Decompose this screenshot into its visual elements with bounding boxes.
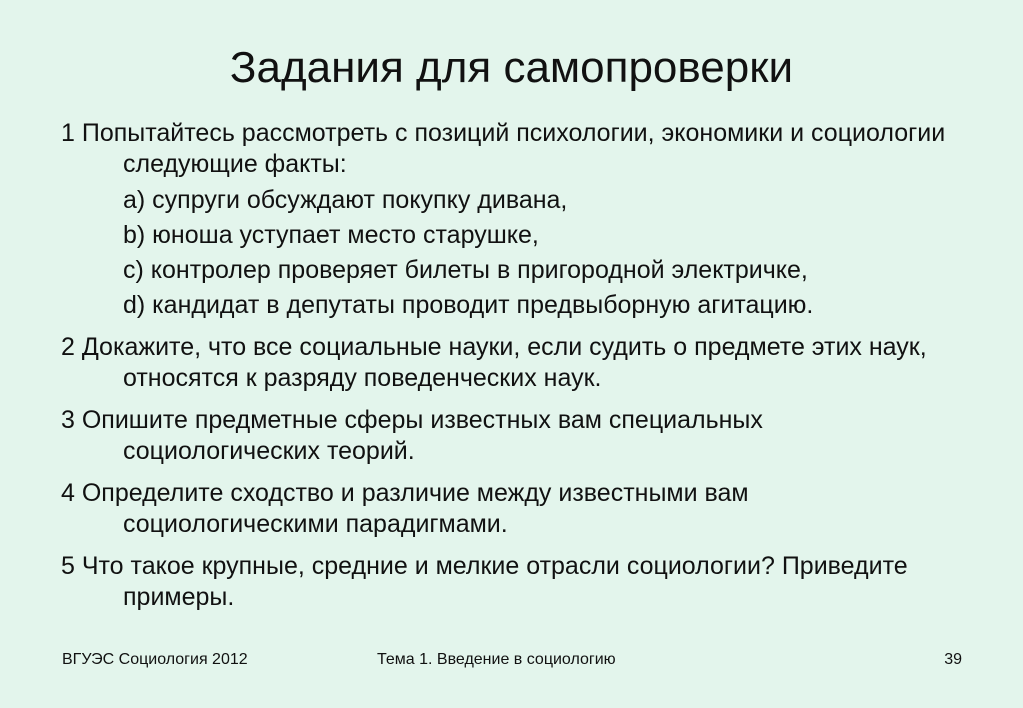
footer-topic-label: Тема 1. Введение в социологию <box>377 651 616 668</box>
fact-list <box>123 185 961 321</box>
fact-item-d: d) кандидат в депутаты проводит предвыборную агитацию. <box>123 291 814 319</box>
task-text: 1 Попытайтесь рассмотреть с позиций психологии, экономики и социологии следующие факты: <box>61 119 946 178</box>
fact-item-b: b) юноша уступает место старушке, <box>123 221 539 249</box>
task-item-5: 5 Что такое крупные, средние и мелкие отрасли социологии? Приведите примеры. <box>61 552 908 611</box>
footer-course-label: ВГУЭС Социология 2012 <box>62 651 248 668</box>
task-list <box>61 118 961 613</box>
fact-item-c: c) контролер проверяет билеты в пригородной электричке, <box>123 256 808 284</box>
task-item-3: 3 Опишите предметные сферы известных вам специальных социологических теорий. <box>61 406 763 465</box>
task-item-4: 4 Определите сходство и различие между известными вам социологическими парадигмами. <box>61 479 749 538</box>
footer-page-number: 39 <box>944 651 962 668</box>
slide-title: Задания для самопроверки <box>229 43 794 92</box>
task-item-1 <box>61 118 961 321</box>
fact-item-a: a) супруги обсуждают покупку дивана, <box>123 186 568 214</box>
task-item-2: 2 Докажите, что все социальные науки, если судить о предмете этих наук, относятся к разряду поведенческих наук. <box>61 333 927 392</box>
